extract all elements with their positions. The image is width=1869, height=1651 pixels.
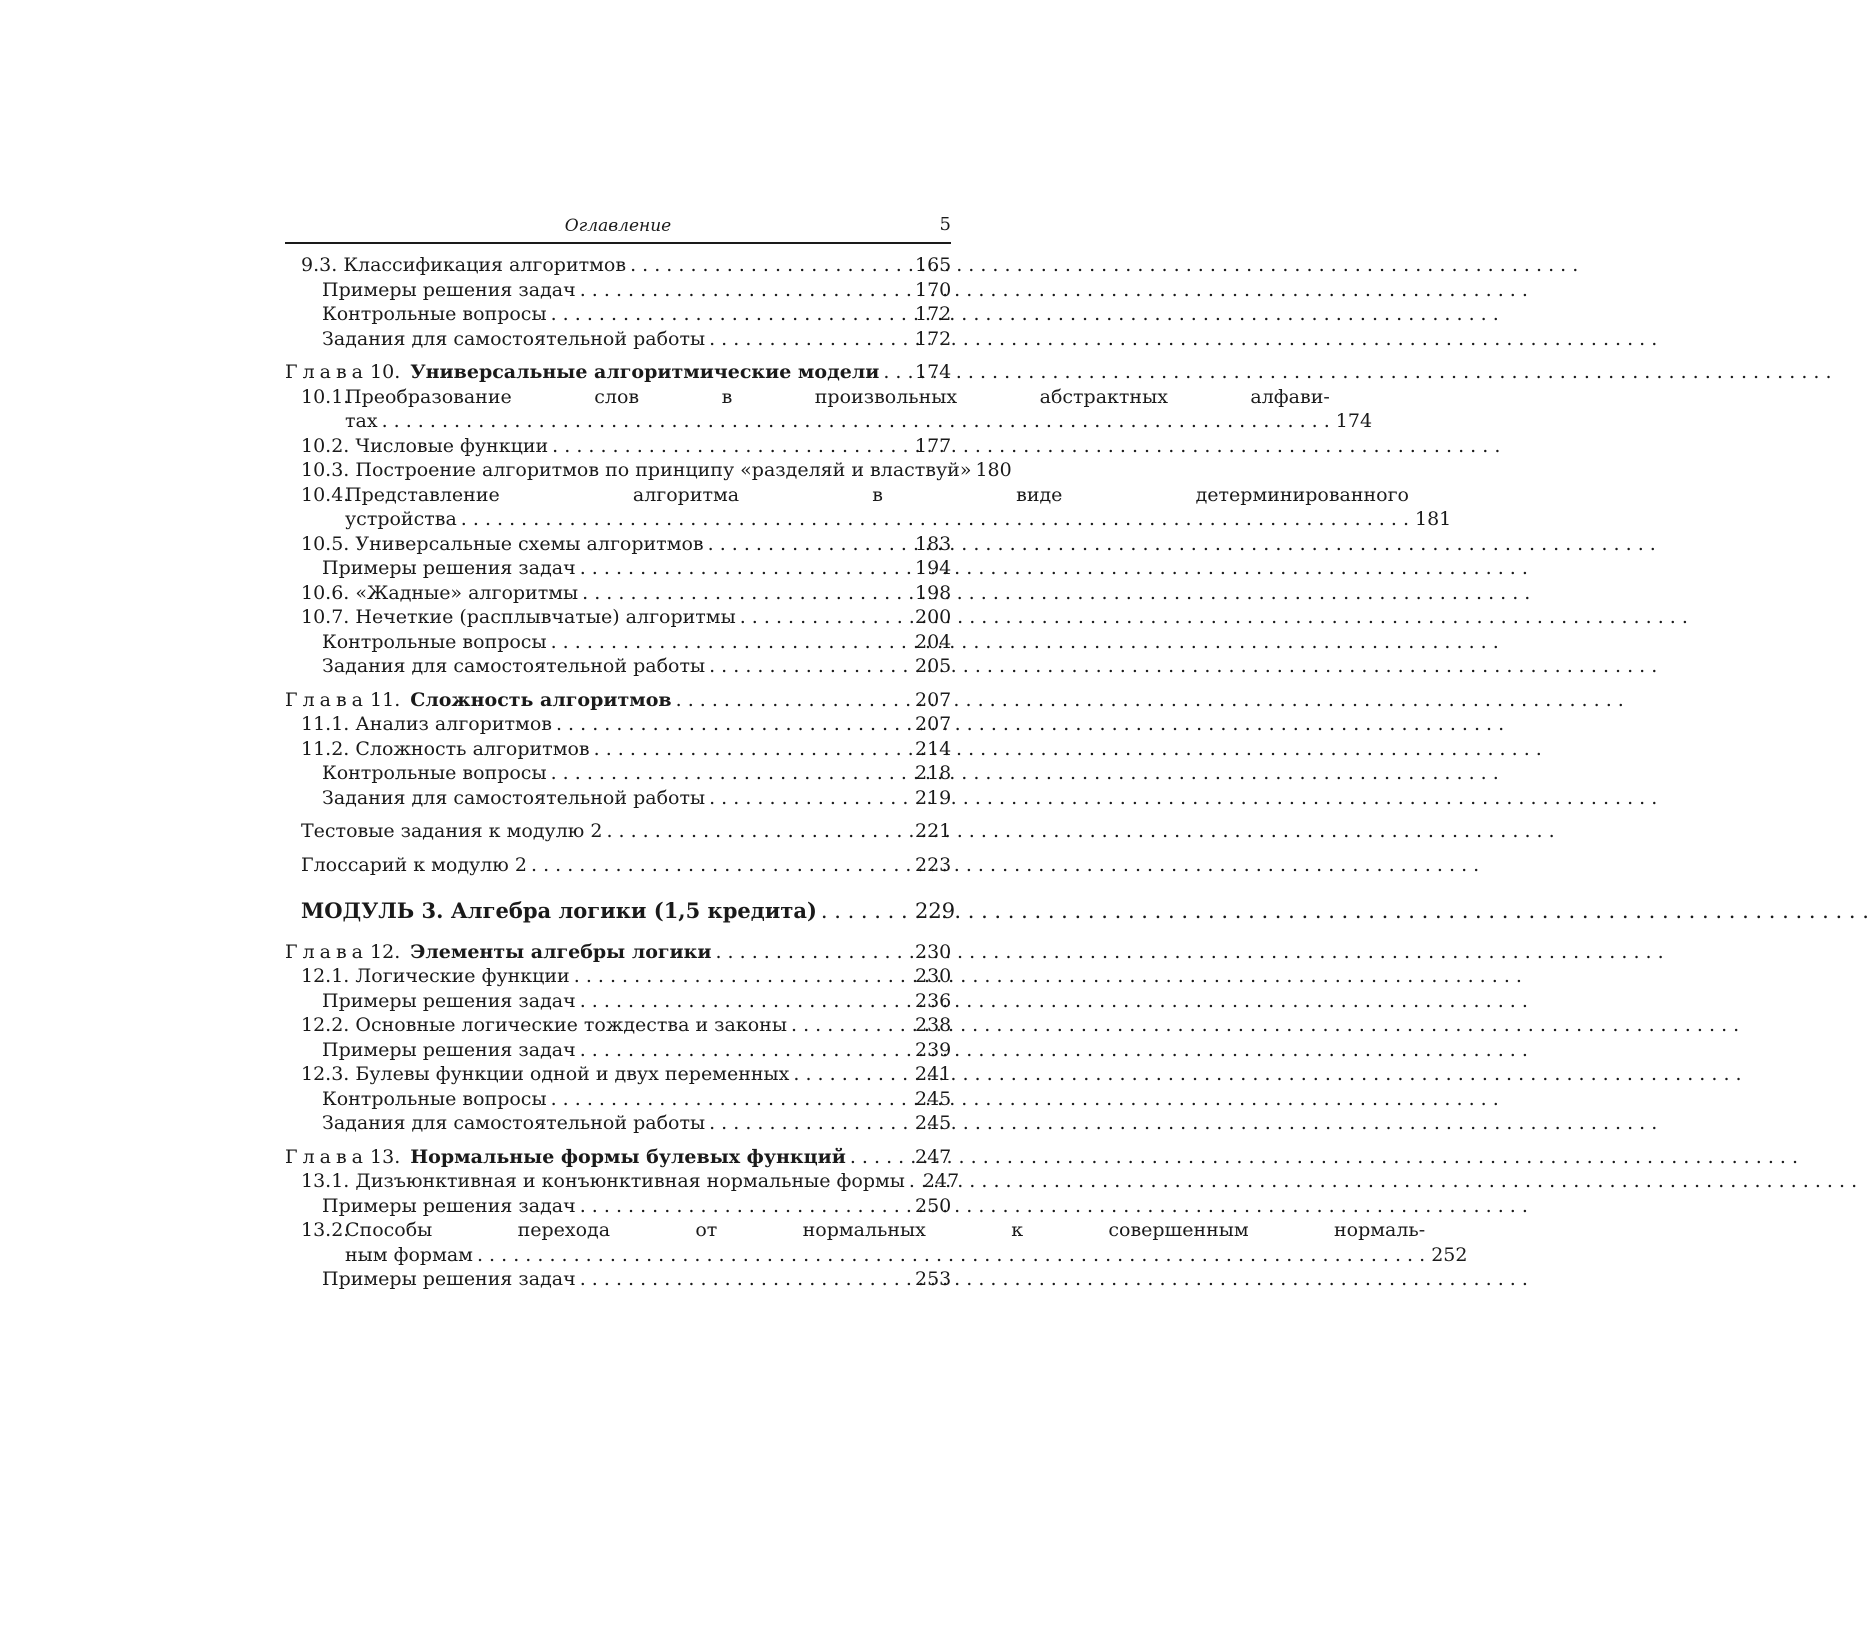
page-ref: 253 (915, 1268, 952, 1290)
page-ref: 230 (915, 965, 952, 987)
toc-entry-13-2 (285, 1218, 1468, 1267)
page-ref: 165 (915, 254, 952, 276)
page-ref: 250 (915, 1194, 952, 1217)
section-number: 11.1. (301, 713, 350, 735)
running-head (285, 212, 951, 244)
toc-entry-examples (285, 1267, 951, 1292)
chapter-number: 11. (370, 688, 401, 711)
toc-entry-questions (285, 302, 951, 327)
dot-leader (582, 581, 909, 606)
dot-leader (551, 761, 909, 786)
entry-title: Контрольные вопросы (322, 630, 547, 653)
dot-leader (909, 1169, 917, 1194)
section-title: Числовые функции (355, 434, 549, 457)
entry-title: Контрольные вопросы (322, 1087, 547, 1110)
page-number: 5 (939, 214, 951, 235)
section-title-line2: устройства (345, 508, 457, 530)
toc-entry-questions (285, 761, 951, 786)
page-ref: 218 (915, 762, 952, 784)
dot-leader (709, 327, 909, 352)
dot-leader (551, 630, 909, 655)
dot-leader (740, 605, 909, 630)
toc-entry-tests-module-2 (285, 819, 951, 844)
entry-title: Примеры решения задач (322, 1194, 576, 1217)
page-ref: 223 (915, 853, 952, 876)
toc-entry-10-3 (285, 458, 1012, 483)
section-number: 13.1. (301, 1170, 350, 1192)
toc-entry-tasks (285, 786, 951, 811)
dot-leader (580, 278, 909, 303)
entry-title: Задания для самостоятельной работы (322, 786, 706, 809)
toc-entry-10-1 (285, 385, 1373, 434)
chapter-title: Сложность алгоритмов (410, 688, 672, 711)
section-title: Нечеткие (расплывчатые) алгоритмы (355, 606, 736, 628)
dot-leader (594, 737, 909, 762)
section-title: Основные логические тождества и законы (355, 1014, 787, 1036)
dot-leader (709, 786, 909, 811)
toc-chapter-12 (285, 940, 951, 965)
dot-leader (709, 1111, 909, 1136)
page-ref: 238 (915, 1014, 952, 1036)
entry-title: Задания для самостоятельной работы (322, 655, 706, 677)
dot-leader (709, 654, 909, 679)
toc-entry-questions (285, 1087, 951, 1112)
dot-leader (580, 556, 909, 581)
toc-entry-10-4 (285, 483, 1452, 532)
running-title: Оглавление (564, 216, 672, 236)
entry-title: Тестовые задания к модулю 2 (301, 820, 603, 842)
dot-leader (580, 989, 909, 1014)
section-number: 10.3. (301, 459, 350, 481)
toc-entry-10-7 (285, 605, 951, 630)
toc-entry-examples (285, 1038, 951, 1063)
toc-chapter-13 (285, 1145, 951, 1170)
dot-leader (556, 712, 909, 737)
section-number: 10.2. (301, 434, 350, 457)
toc-entry-tasks (285, 1111, 951, 1136)
dot-leader (850, 1145, 909, 1170)
page-ref: 177 (915, 434, 952, 457)
dot-leader (551, 302, 909, 327)
toc-module-3 (285, 898, 956, 924)
dot-leader (580, 1194, 909, 1219)
page-ref: 180 (975, 459, 1012, 481)
toc-entry-10-6 (285, 581, 951, 606)
toc-entry-12-2 (285, 1013, 951, 1038)
page-ref: 245 (915, 1112, 952, 1134)
toc-entry-examples (285, 556, 951, 581)
section-title: «Жадные» алгоритмы (355, 581, 579, 604)
section-title: Булевы функции одной и двух переменных (355, 1063, 790, 1085)
dot-leader (580, 1038, 909, 1063)
dot-leader (606, 819, 909, 844)
page-ref: 170 (915, 278, 952, 301)
page-ref: 230 (915, 940, 952, 963)
toc-entry-11-1 (285, 712, 951, 737)
section-title: Универсальные схемы алгоритмов (355, 532, 704, 555)
entry-title: Примеры решения задач (322, 278, 576, 301)
module-title: МОДУЛЬ 3. Алгебра логики (1,5 кредита) (301, 898, 817, 923)
toc-entry-12-3 (285, 1062, 951, 1087)
section-title-line1: Преобразование слов в произвольных абстрактных алфави- (345, 385, 1330, 408)
page-ref: 172 (915, 303, 952, 325)
section-title-line1: Представление алгоритма в виде детерминированного (345, 483, 1409, 506)
section-number: 9.3. (301, 254, 338, 276)
toc-entry-11-2 (285, 737, 951, 762)
page-ref: 252 (1431, 1243, 1468, 1266)
page-ref: 181 (1415, 508, 1452, 530)
section-title: Логические функции (355, 965, 570, 987)
toc-chapter-11 (285, 688, 951, 713)
toc-entry-glossary-module-2 (285, 853, 951, 878)
dot-leader (461, 507, 1409, 532)
chapter-title: Нормальные формы булевых функций (410, 1145, 846, 1168)
dot-leader (574, 964, 909, 989)
toc-entry-13-1 (285, 1169, 960, 1194)
section-number: 10.7. (301, 606, 350, 628)
toc-entry-9-3 (285, 253, 951, 278)
section-number: 12.2. (301, 1014, 350, 1036)
toc-entry-tasks (285, 654, 951, 679)
section-number: 12.3. (301, 1063, 350, 1085)
chapter-word: Глава (285, 940, 369, 963)
dot-leader (715, 940, 909, 965)
section-number: 10.1. (301, 385, 350, 408)
section-title: Классификация алгоритмов (343, 254, 627, 276)
toc-entry-questions (285, 630, 951, 655)
dot-leader (630, 253, 909, 278)
page-ref: 198 (915, 581, 952, 604)
toc-page (285, 212, 1468, 1292)
page-ref: 207 (915, 688, 952, 711)
entry-title: Контрольные вопросы (322, 762, 547, 784)
section-number: 13.2. (301, 1219, 350, 1241)
toc-entry-12-1 (285, 964, 951, 989)
entry-title: Примеры решения задач (322, 557, 576, 579)
dot-leader (382, 409, 1330, 434)
toc-entry-examples (285, 989, 951, 1014)
page-ref: 236 (915, 989, 952, 1012)
page-ref: 204 (915, 630, 952, 653)
entry-title: Задания для самостоятельной работы (322, 327, 706, 350)
toc-entry-examples (285, 1194, 951, 1219)
chapter-number: 10. (370, 361, 401, 383)
page-ref: 214 (915, 737, 952, 760)
page-ref: 205 (915, 655, 952, 677)
chapter-number: 12. (370, 940, 401, 963)
page-ref: 239 (915, 1038, 952, 1061)
section-title-line2: тах (345, 410, 378, 432)
section-number: 11.2. (301, 737, 350, 760)
dot-leader (552, 434, 909, 459)
section-number: 10.5. (301, 532, 350, 555)
toc-entry-10-2 (285, 434, 951, 459)
entry-title: Примеры решения задач (322, 1268, 576, 1290)
page-ref: 183 (915, 532, 952, 555)
dot-leader (531, 853, 909, 878)
toc-entry-10-5 (285, 532, 951, 557)
chapter-title: Универсальные алгоритмические модели (410, 361, 880, 383)
entry-title: Примеры решения задач (322, 989, 576, 1012)
page-ref: 219 (915, 786, 952, 809)
section-title: Дизъюнктивная и конъюнктивная нормальные формы (355, 1170, 905, 1192)
section-title: Анализ алгоритмов (355, 713, 552, 735)
dot-leader (821, 899, 909, 924)
page-ref: 245 (915, 1087, 952, 1110)
page-ref: 241 (915, 1063, 952, 1085)
page-ref: 172 (915, 327, 952, 350)
section-number: 10.4. (301, 483, 350, 506)
dot-leader (791, 1013, 909, 1038)
page-ref: 174 (915, 361, 952, 383)
entry-title: Задания для самостоятельной работы (322, 1112, 706, 1134)
entry-title: Контрольные вопросы (322, 303, 547, 325)
page-ref: 174 (1335, 410, 1373, 432)
section-number: 10.6. (301, 581, 350, 604)
dot-leader (580, 1267, 909, 1292)
entry-title: Примеры решения задач (322, 1038, 576, 1061)
page-ref: 207 (915, 713, 952, 735)
page-ref: 200 (915, 606, 952, 628)
table-of-contents (285, 253, 1468, 1292)
section-title: Сложность алгоритмов (355, 737, 590, 760)
chapter-title: Элементы алгебры логики (410, 940, 712, 963)
section-title-line2: ным формам (345, 1243, 473, 1266)
chapter-number: 13. (370, 1145, 401, 1168)
page-ref: 229 (915, 899, 956, 923)
entry-title: Глоссарий к модулю 2 (301, 853, 527, 876)
section-number: 12.1. (301, 965, 350, 987)
page-ref: 221 (915, 820, 952, 842)
chapter-word: Глава (285, 688, 369, 711)
toc-chapter-10 (285, 360, 951, 385)
chapter-word: Глава (285, 1145, 369, 1168)
toc-entry-examples (285, 278, 951, 303)
page-ref: 247 (915, 1145, 952, 1168)
dot-leader (676, 688, 909, 713)
dot-leader (551, 1087, 909, 1112)
page-ref: 194 (915, 557, 952, 579)
toc-entry-tasks (285, 327, 951, 352)
dot-leader (883, 360, 909, 385)
chapter-word: Глава (285, 361, 369, 383)
section-title: Построение алгоритмов по принципу «разделяй и властвуй» (355, 459, 972, 481)
section-title-line1: Способы перехода от нормальных к совершенным нормаль- (345, 1219, 1426, 1241)
dot-leader (708, 532, 909, 557)
dot-leader (793, 1062, 909, 1087)
page-ref: 247 (922, 1170, 960, 1192)
dot-leader (477, 1243, 1425, 1268)
